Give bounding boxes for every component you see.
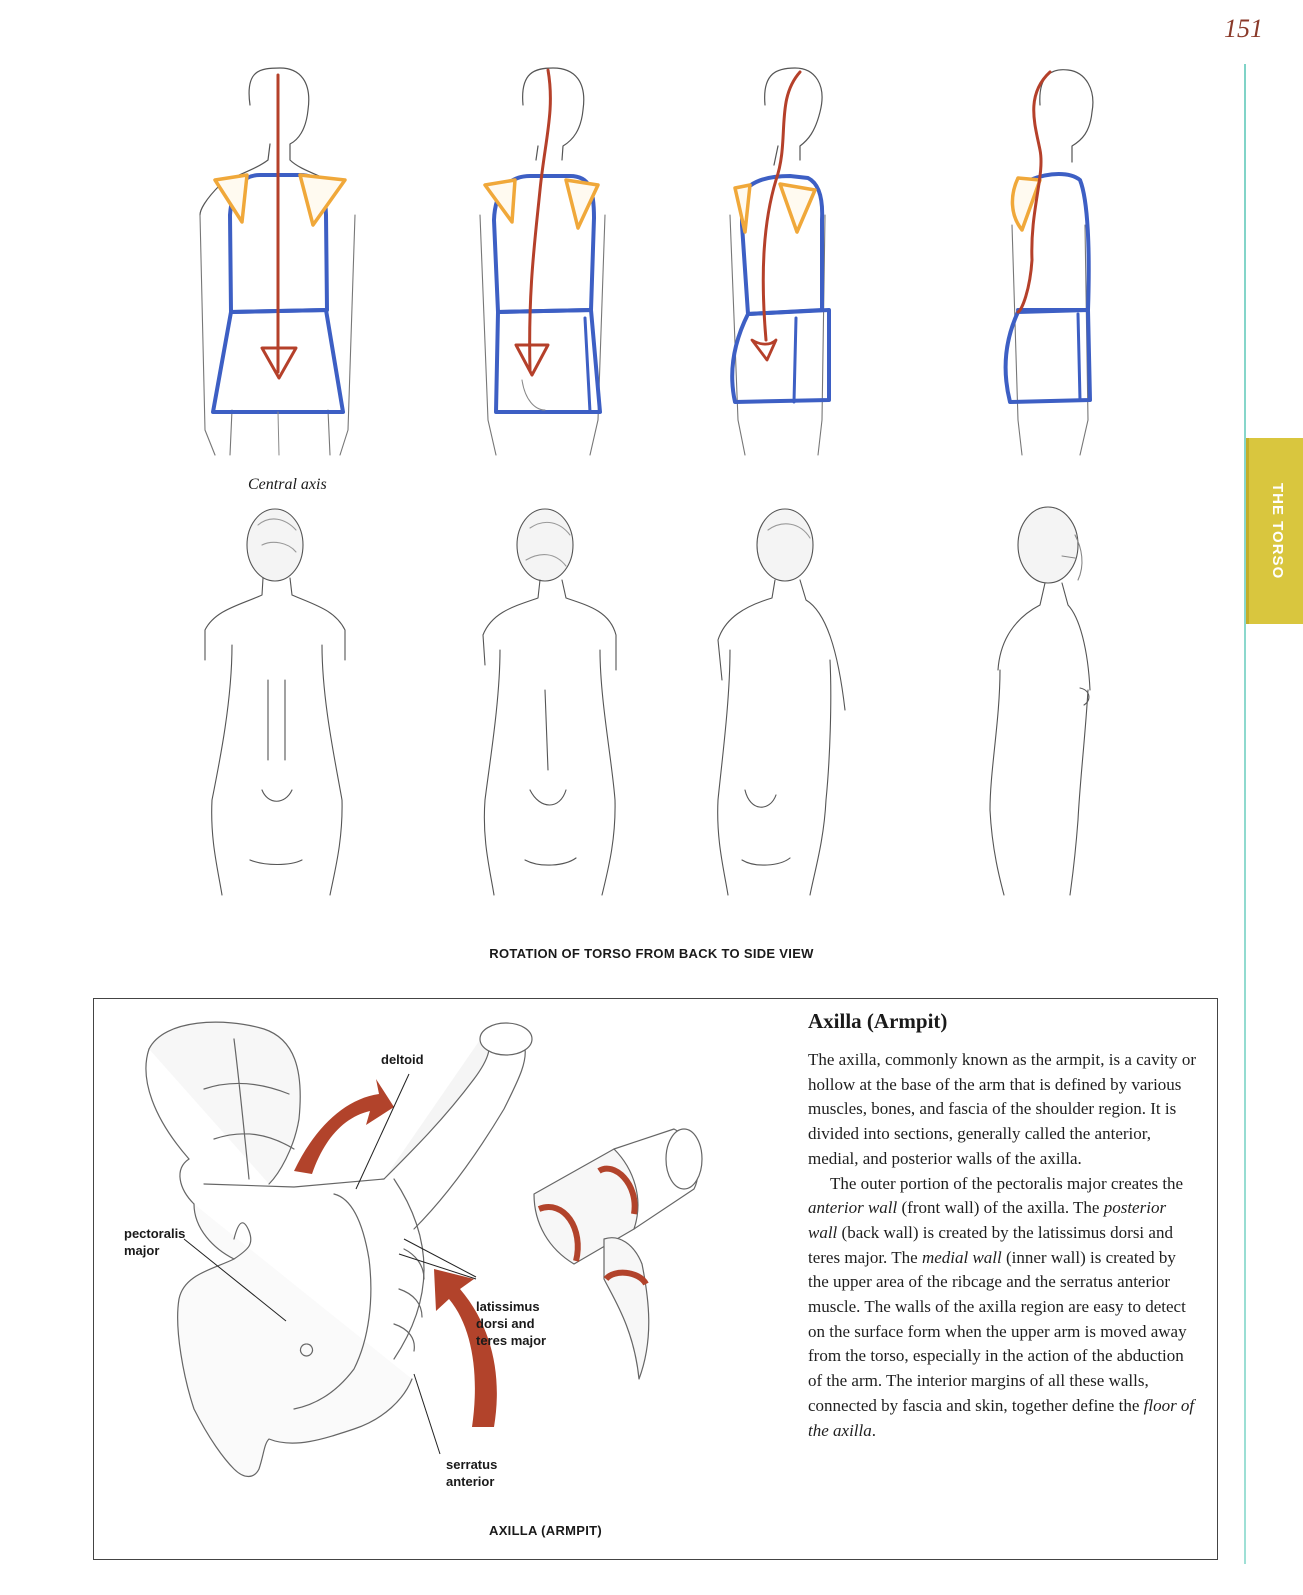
p2-text: (front wall) of the axilla. The — [897, 1198, 1104, 1218]
rotation-figure-caption: ROTATION OF TORSO FROM BACK TO SIDE VIEW — [489, 946, 814, 961]
line-figures — [205, 507, 1090, 895]
label-serratus-anterior: serratus anterior — [446, 1457, 498, 1489]
axilla-figure-caption: AXILLA (ARMPIT) — [489, 1523, 603, 1538]
label-deltoid: deltoid — [381, 1052, 424, 1067]
axilla-illustration — [94, 999, 794, 1559]
margin-rule — [1244, 64, 1246, 1564]
block-figure-side — [1006, 70, 1093, 455]
page-number: 151 — [1224, 14, 1263, 43]
p2-text: (back wall) is created by the latissimus dorsi and teres major. The — [808, 1222, 1173, 1267]
block-figure-back — [200, 68, 355, 455]
label-latissimus-dorsi: latissimus dorsi and teres major — [476, 1299, 547, 1348]
term-medial-wall: medial wall — [921, 1247, 1002, 1267]
p2-text: (inner wall) is created by the upper area of the ribcage and the serratus anterior muscle. The walls of the axilla region are easy to detect on the surface form when the upper arm is moved away from the torso, especially in the action of the abduction of the arm. The interior margins of all these walls, connected by fascia and skin, together define the — [808, 1247, 1187, 1415]
deltoid-arrow — [294, 1079, 394, 1174]
article-heading: Axilla (Armpit) — [808, 1009, 948, 1033]
article-paragraph-2 — [808, 1172, 1198, 1444]
section-tab — [1246, 438, 1303, 624]
axilla-panel — [93, 998, 1218, 1560]
p2-text: The outer portion of the pectoralis major creates the — [830, 1173, 1184, 1193]
section-tab-label: THE TORSO — [1269, 482, 1286, 580]
axilla-article — [808, 1009, 1198, 1443]
term-posterior-wall: posterior wall — [808, 1198, 1167, 1242]
term-floor-of-axilla: floor of the axilla — [808, 1395, 1195, 1440]
central-axis-caption: Central axis — [248, 476, 327, 493]
block-figure-three-quarter — [730, 68, 829, 455]
term-anterior-wall: anterior wall — [808, 1198, 898, 1218]
label-pectoralis-major: pectoralis major — [124, 1226, 186, 1258]
p2-text: . — [871, 1420, 876, 1440]
block-figure-quarter — [480, 68, 605, 455]
article-paragraph-1: The axilla, commonly known as the armpit, is a cavity or hollow at the base of the arm that is defined by various muscles, bones, and fascia of the shoulder region. It is divided into sections, generally called the anterior, medial, and posterior walls of the axilla. — [808, 1050, 1197, 1168]
